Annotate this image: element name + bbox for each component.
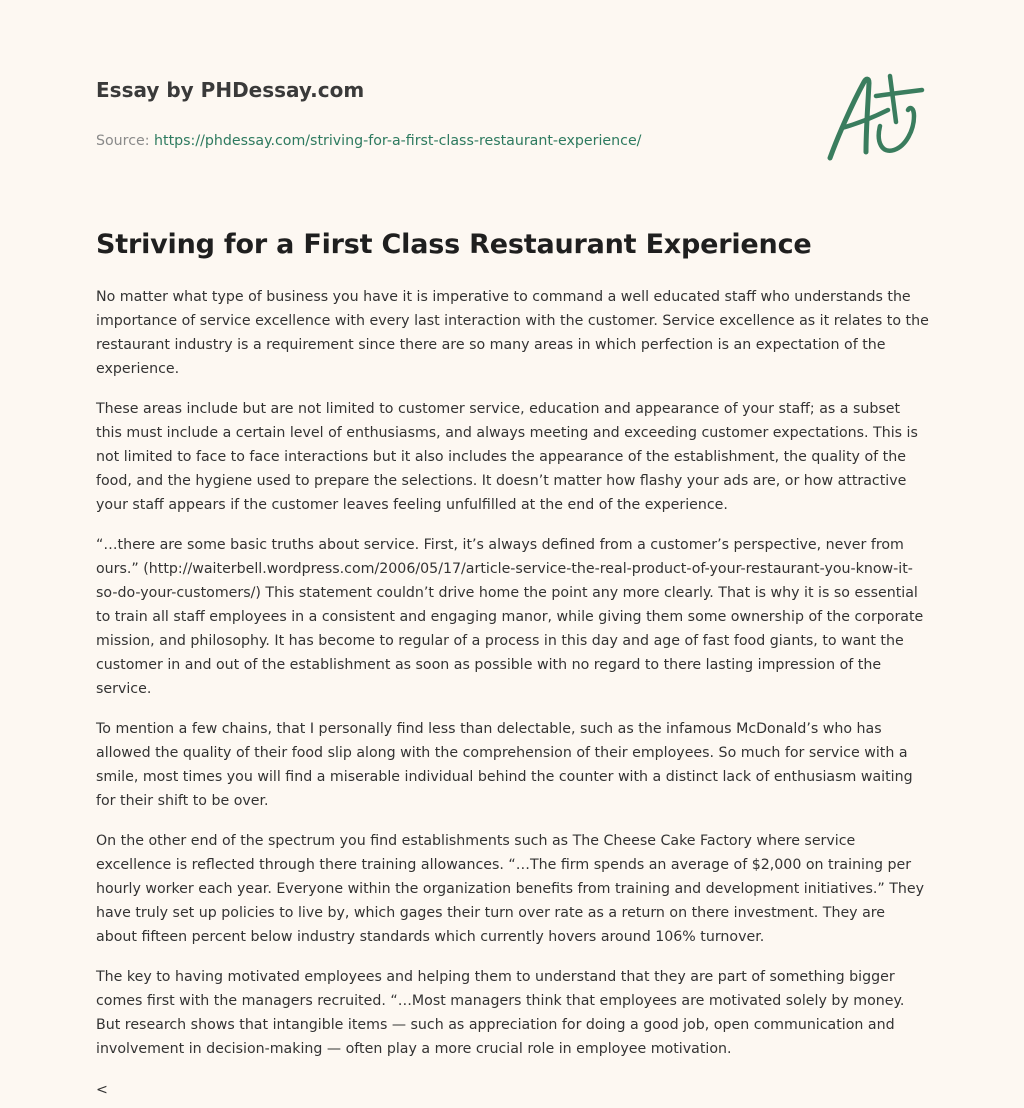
prev-page-link[interactable]: <	[96, 1082, 108, 1098]
essay-header	[96, 76, 796, 151]
essay-paragraph: “…there are some basic truths about service. First, it’s always defined from a customer’s perspective, never from ours.” (http://waiterbell.wordpress.com/2006/05/17/article-service-the-real-product-of-your-restaurant-you-know-it-so-do-your-customers/) This statement couldn’t drive home the point any more clearly. That is why it is so essential to train all staff employees in a consistent and engaging manor, while giving them some ownership of the corporate mission, and philosophy. It has become to regular of a process in this day and age of fast food giants, to want the customer in and out of the establishment as soon as possible with no regard to there lasting impression of the service.	[96, 537, 924, 697]
essay-body	[96, 285, 930, 1077]
site-title: Essay by PHDessay.com	[96, 78, 365, 102]
essay-paragraph: The key to having motivated employees and helping them to understand that they are part of something bigger comes first with the managers recruited. “…Most managers think that employees are motivated solely by money. But research shows that intangible items — such as appreciation for doing a good job, open communication and involvement in decision-making — often play a more crucial role in employee motivation.	[96, 969, 905, 1057]
a-plus-grade-icon	[822, 66, 932, 166]
essay-paragraph: These areas include but are not limited to customer service, education and appearance of your staff; as a subset this must include a certain level of enthusiasms, and always meeting and exceeding customer expectations. This is not limited to face to face interactions but it also includes the appearance of the establishment, the quality of the food, and the hygiene used to prepare the selections. It doesn’t matter how flashy your ads are, or how attractive your staff appears if the customer leaves feeling unfulfilled at the end of the experience.	[96, 401, 918, 513]
essay-paragraph: No matter what type of business you have it is imperative to command a well educated staff who understands the importance of service excellence with every last interaction with the customer. Service excellence as it relates to the restaurant industry is a requirement since there are so many areas in which perfection is an expectation of the experience.	[96, 289, 929, 377]
source-link[interactable]: https://phdessay.com/striving-for-a-first-class-restaurant-experience/	[154, 133, 642, 149]
essay-paragraph: To mention a few chains, that I personally find less than delectable, such as the infamous McDonald’s who has allowed the quality of their food slip along with the comprehension of their employees. So much for service with a smile, most times you will find a miserable individual behind the counter with a distinct lack of enthusiasm waiting for their shift to be over.	[96, 721, 913, 809]
essay-title: Striving for a First Class Restaurant Experience	[96, 229, 812, 260]
essay-paragraph: On the other end of the spectrum you find establishments such as The Cheese Cake Factory where service excellence is reflected through there training allowances. “…The firm spends an average of $2,000 on training per hourly worker each year. Everyone within the organization benefits from training and development initiatives.” They have truly set up policies to live by, which gages their turn over rate as a return on there investment. They are about fifteen percent below industry standards which currently hovers around 106% turnover.	[96, 833, 925, 945]
source-label: Source:	[96, 133, 150, 149]
source-line	[96, 131, 796, 151]
